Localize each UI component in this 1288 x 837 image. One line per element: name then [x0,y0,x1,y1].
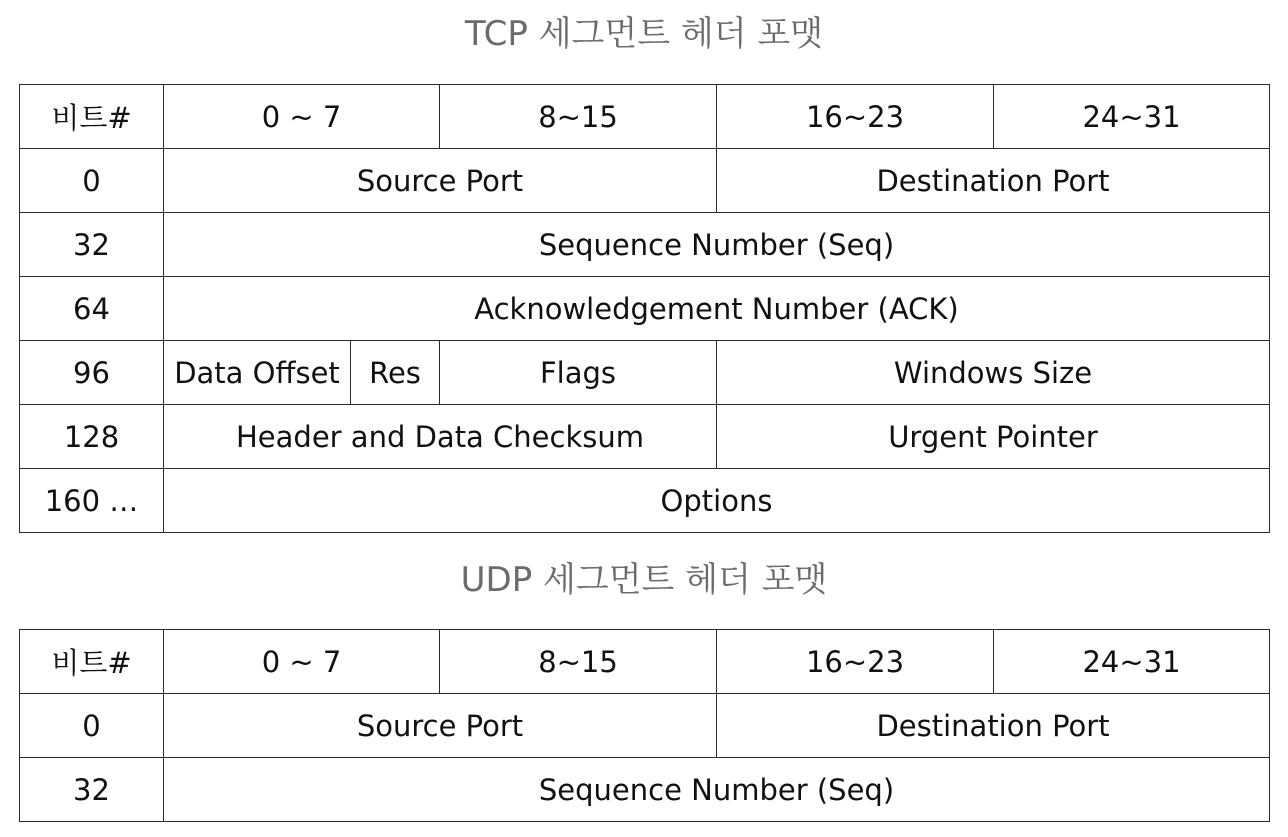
tcp-row-160 [20,469,1270,533]
udp-destination-port: Destination Port [717,694,1270,758]
tcp-header-table [19,84,1270,533]
tcp-row-32 [20,213,1270,277]
tcp-row-128 [20,405,1270,469]
udp-bit-range-row [20,630,1270,694]
tcp-offset-32: 32 [20,213,164,277]
udp-range-0-7: 0 ~ 7 [164,630,440,694]
udp-range-8-15: 8~15 [440,630,717,694]
udp-offset-0: 0 [20,694,164,758]
udp-header-title: UDP 세그먼트 헤더 포맷 [460,560,828,600]
tcp-row-64 [20,277,1270,341]
tcp-offset-160: 160 … [20,469,164,533]
tcp-source-port: Source Port [164,149,717,213]
tcp-options: Options [164,469,1270,533]
udp-source-port: Source Port [164,694,717,758]
udp-header-table [19,629,1270,822]
tcp-range-16-23: 16~23 [717,85,994,149]
udp-bit-label: 비트# [20,630,164,694]
udp-row-0 [20,694,1270,758]
tcp-range-8-15: 8~15 [440,85,717,149]
udp-offset-32: 32 [20,758,164,822]
tcp-data-offset: Data Offset [164,341,351,405]
tcp-row-96 [20,341,1270,405]
tcp-flags: Flags [440,341,717,405]
tcp-row-0 [20,149,1270,213]
tcp-destination-port: Destination Port [717,149,1270,213]
tcp-header-title: TCP 세그먼트 헤더 포맷 [464,14,824,54]
tcp-offset-96: 96 [20,341,164,405]
udp-range-24-31: 24~31 [994,630,1270,694]
tcp-offset-64: 64 [20,277,164,341]
tcp-urgent-pointer: Urgent Pointer [717,405,1270,469]
tcp-checksum: Header and Data Checksum [164,405,717,469]
udp-range-16-23: 16~23 [717,630,994,694]
tcp-ack-number: Acknowledgement Number (ACK) [164,277,1270,341]
tcp-bit-label: 비트# [20,85,164,149]
tcp-sequence-number: Sequence Number (Seq) [164,213,1270,277]
tcp-offset-0: 0 [20,149,164,213]
udp-row-32 [20,758,1270,822]
udp-sequence-number: Sequence Number (Seq) [164,758,1270,822]
tcp-range-0-7: 0 ~ 7 [164,85,440,149]
tcp-range-24-31: 24~31 [994,85,1270,149]
tcp-bit-range-row [20,85,1270,149]
tcp-reserved: Res [351,341,440,405]
tcp-window-size: Windows Size [717,341,1270,405]
tcp-offset-128: 128 [20,405,164,469]
